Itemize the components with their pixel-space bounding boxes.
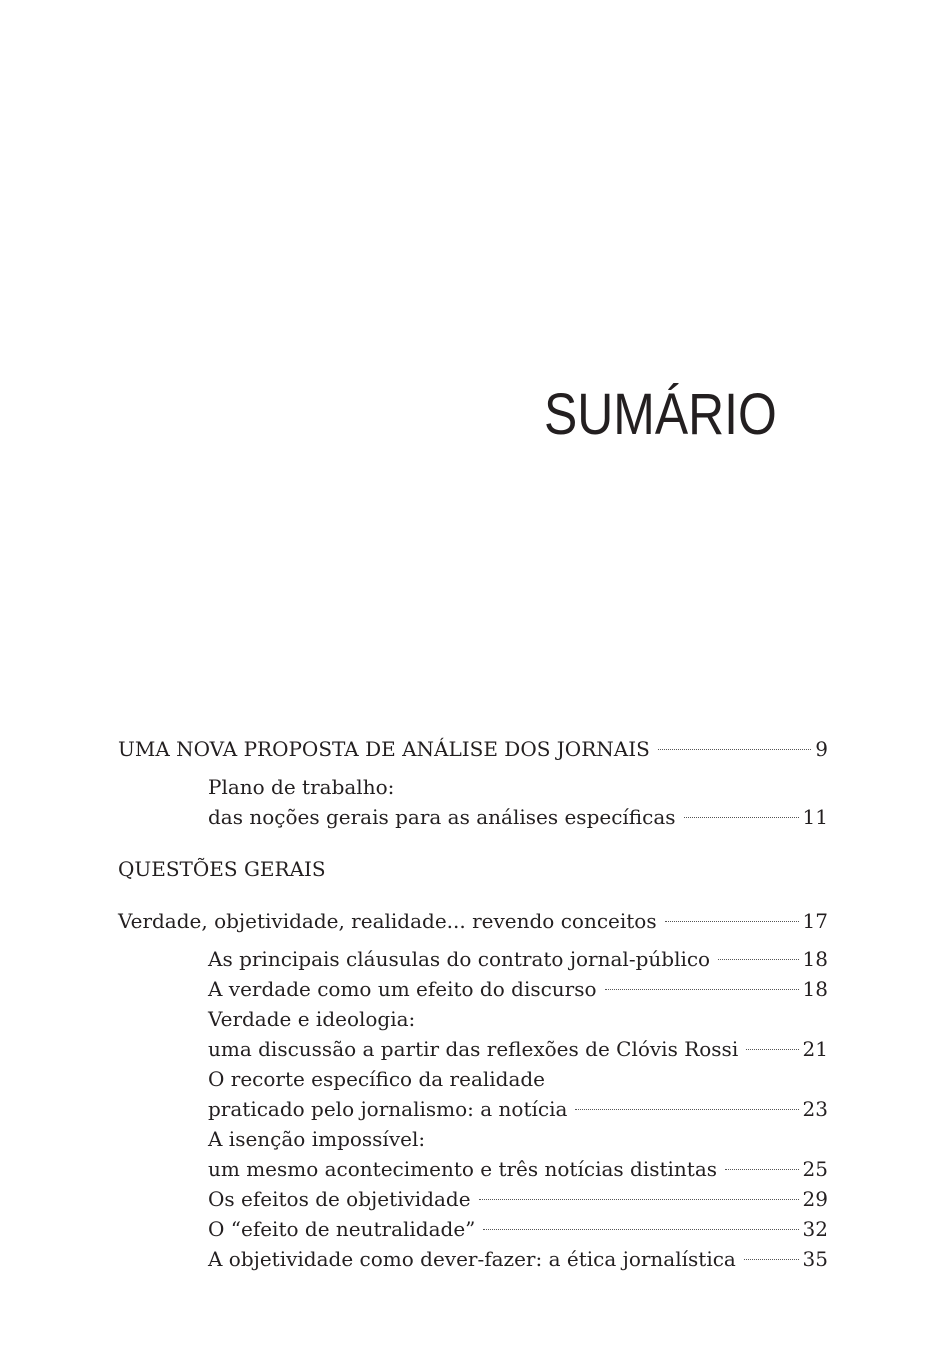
toc-page-number: 21 xyxy=(802,1037,828,1061)
toc-entry-title: Verdade, objetividade, realidade... revendo conceitos xyxy=(118,909,657,933)
table-of-contents xyxy=(118,734,828,1274)
toc-entry[interactable] xyxy=(118,1244,828,1274)
toc-page-number: 17 xyxy=(802,909,828,933)
toc-page-number: 9 xyxy=(815,737,828,761)
page-title: SUMÁRIO xyxy=(544,382,777,447)
dot-leader xyxy=(744,1259,799,1260)
toc-entry[interactable] xyxy=(118,974,828,1004)
toc-page-number: 11 xyxy=(802,805,828,829)
toc-entry[interactable] xyxy=(118,1184,828,1214)
toc-entry-title: Os efeitos de objetividade xyxy=(208,1187,471,1211)
toc-entry[interactable] xyxy=(118,1034,828,1064)
toc-entry[interactable] xyxy=(118,802,828,832)
toc-entry-title: UMA NOVA PROPOSTA DE ANÁLISE DOS JORNAIS xyxy=(118,737,650,761)
toc-page-number: 35 xyxy=(802,1247,828,1271)
toc-entry-title: A objetividade como dever-fazer: a ética jornalística xyxy=(208,1247,736,1271)
toc-entry-title: das noções gerais para as análises específicas xyxy=(208,805,676,829)
dot-leader xyxy=(483,1229,798,1230)
toc-entry-title-line: Verdade e ideologia: xyxy=(208,1007,416,1031)
toc-entry-title: praticado pelo jornalismo: a notícia xyxy=(208,1097,568,1121)
dot-leader xyxy=(479,1199,799,1200)
section-heading: QUESTÕES GERAIS xyxy=(118,857,326,881)
toc-entry-title-line: A isenção impossível: xyxy=(208,1127,426,1151)
toc-entry[interactable] xyxy=(118,734,828,764)
toc-entry-title: As principais cláusulas do contrato jornal-público xyxy=(208,947,711,971)
toc-entry-title: um mesmo acontecimento e três notícias distintas xyxy=(208,1157,718,1181)
toc-entry-title: uma discussão a partir das reflexões de Clóvis Rossi xyxy=(208,1037,739,1061)
dot-leader xyxy=(684,817,799,818)
toc-page-number: 25 xyxy=(802,1157,828,1181)
toc-page-number: 18 xyxy=(802,977,828,1001)
dot-leader xyxy=(658,749,811,750)
toc-entry-title: O “efeito de neutralidade” xyxy=(208,1217,476,1241)
dot-leader xyxy=(725,1169,799,1170)
toc-entry[interactable] xyxy=(118,1154,828,1184)
dot-leader xyxy=(718,959,798,960)
toc-page-number: 18 xyxy=(802,947,828,971)
toc-entry-title: A verdade como um efeito do discurso xyxy=(208,977,597,1001)
toc-entry[interactable] xyxy=(118,1214,828,1244)
toc-entry-title-line: Plano de trabalho: xyxy=(208,775,395,799)
toc-entry-title-line: O recorte específico da realidade xyxy=(208,1067,546,1091)
dot-leader xyxy=(665,921,799,922)
dot-leader xyxy=(575,1109,798,1110)
toc-page-number: 32 xyxy=(802,1217,828,1241)
dot-leader xyxy=(746,1049,798,1050)
toc-entry[interactable] xyxy=(118,1094,828,1124)
toc-entry[interactable] xyxy=(118,906,828,936)
toc-entry[interactable] xyxy=(118,944,828,974)
toc-page-number: 23 xyxy=(802,1097,828,1121)
toc-page-number: 29 xyxy=(802,1187,828,1211)
dot-leader xyxy=(605,989,799,990)
